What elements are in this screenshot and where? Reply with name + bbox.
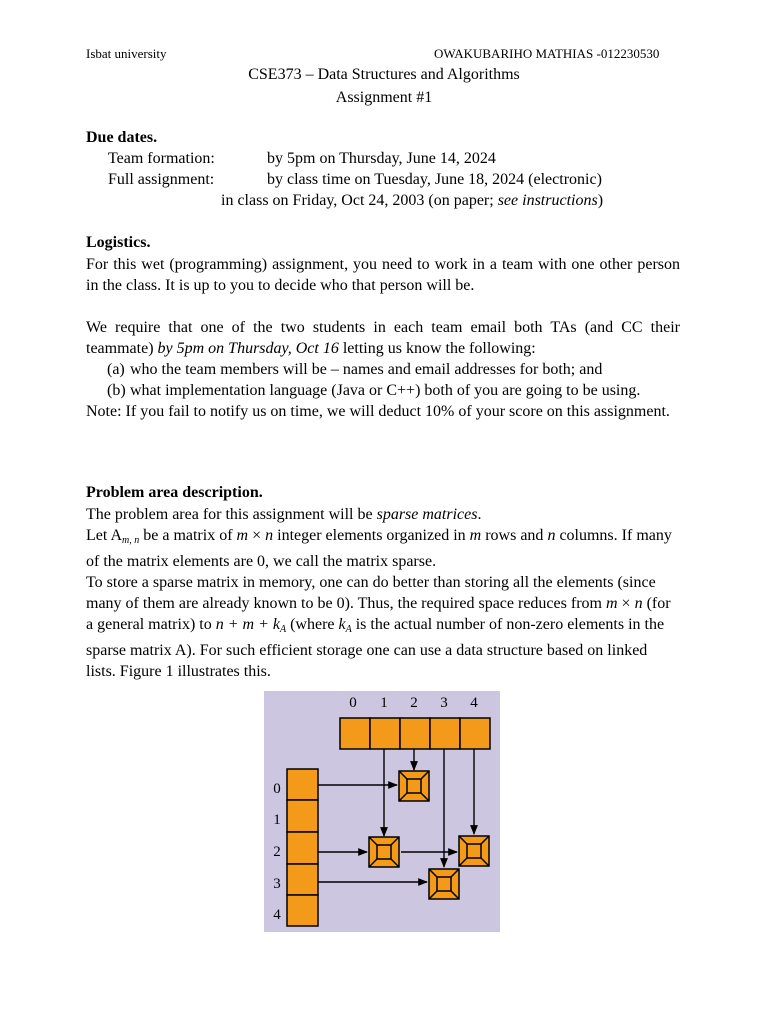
l3-formula: n + m + k xyxy=(215,616,280,633)
l2-m2: m xyxy=(469,527,482,544)
logistics-heading: Logistics. xyxy=(86,234,151,251)
l3-times: × xyxy=(617,595,635,612)
paper-after: ) xyxy=(597,192,604,209)
item-b-text: what implementation language (Java or C++) both of you are going to be using. xyxy=(130,382,641,399)
assignment-title: Assignment #1 xyxy=(335,89,433,106)
paper-before: in class on Friday, Oct 24, 2003 (on paper; xyxy=(221,192,498,209)
item-a-text: who the team members will be – names and email addresses for both; and xyxy=(130,361,603,378)
problem-line-3 xyxy=(86,572,680,682)
see-instructions: see instructions xyxy=(497,192,598,209)
problem-heading: Problem area description. xyxy=(86,484,263,501)
full-assignment-label: Full assignment: xyxy=(108,171,215,188)
row-label-4: 4 xyxy=(273,907,281,923)
l2-a: Let A xyxy=(86,527,122,544)
col-label-3: 3 xyxy=(440,695,448,711)
l2-n: n xyxy=(265,527,274,544)
col-cell-3 xyxy=(430,718,460,749)
l3-k: k xyxy=(338,616,346,633)
l2-e: columns. If many of the matrix elements are 0, we call the matrix sparse. xyxy=(86,527,672,570)
col-label-1: 1 xyxy=(380,695,388,711)
team-formation-label: Team formation: xyxy=(108,150,215,167)
logistics-paragraph-1: For this wet (programming) assignment, you need to work in a team with one other person in the class. It is up to you to decide who that person will be. xyxy=(86,256,680,294)
l3-formula-sub: A xyxy=(279,624,287,635)
row-cell-4 xyxy=(287,895,318,926)
logistics-paragraph-2 xyxy=(86,317,680,422)
matrix-node xyxy=(459,836,489,866)
list-item-a xyxy=(86,359,680,380)
l3-k-sub: A xyxy=(345,624,352,635)
l2-d: rows and xyxy=(481,527,548,544)
course-title: CSE373 – Data Structures and Algorithms xyxy=(248,66,520,83)
row-cell-2 xyxy=(287,832,318,864)
sparse-matrix-figure xyxy=(264,691,500,932)
problem-paragraph xyxy=(86,504,680,682)
col-label-4: 4 xyxy=(470,695,478,711)
p2-before: We require that one of the two students in each team email both TAs (and CC their teammate) xyxy=(86,319,680,357)
sparse-matrices-term: sparse matrices xyxy=(376,506,478,523)
l3-b: (for a general matrix) to xyxy=(86,595,671,633)
l2-times: × xyxy=(248,527,266,544)
matrix-node xyxy=(429,869,459,899)
note: Note: If you fail to notify us on time, we will deduct 10% of your score on this assignment. xyxy=(86,403,670,420)
l3-c: (where xyxy=(286,616,339,633)
row-header-array xyxy=(287,769,318,926)
problem-line-2 xyxy=(86,525,680,572)
l3-m: m xyxy=(605,595,618,612)
l3-n: n xyxy=(634,595,643,612)
header-author: OWAKUBARIHO MATHIAS -012230530 xyxy=(434,46,660,61)
row-cell-0 xyxy=(287,769,318,800)
col-cell-2 xyxy=(400,718,430,749)
row-label-1: 1 xyxy=(273,812,281,828)
l2-m: m xyxy=(236,527,249,544)
l3-d: is the actual number of non-zero elements in the sparse matrix A). For such efficient storage one can use a data structure based on linked lists. Figure 1 illustrates this. xyxy=(86,616,665,680)
l1-before: The problem area for this assignment will be xyxy=(86,506,377,523)
row-cell-3 xyxy=(287,864,318,895)
col-cell-1 xyxy=(370,718,400,749)
paper-submission xyxy=(221,192,603,210)
matrix-node xyxy=(369,837,399,867)
due-dates-heading: Due dates. xyxy=(86,129,158,146)
col-label-2: 2 xyxy=(410,695,418,711)
header-university: Isbat university xyxy=(86,46,167,61)
p2-after: letting us know the following: xyxy=(338,340,536,357)
row-label-0: 0 xyxy=(273,781,281,797)
full-assignment-value: by class time on Tuesday, June 18, 2024 (electronic) xyxy=(267,171,602,188)
l2-n2: n xyxy=(547,527,556,544)
l2-sub: m, n xyxy=(122,535,140,546)
row-label-2: 2 xyxy=(273,844,281,860)
row-cell-1 xyxy=(287,800,318,832)
matrix-node xyxy=(399,771,429,801)
l2-b: be a matrix of xyxy=(139,527,237,544)
item-b-label: (b) xyxy=(107,382,126,399)
l3: To store a sparse matrix in memory, one can do better than storing all the elements (since many of them are already known to be 0). Thus, the required space reduces from xyxy=(86,574,656,612)
col-label-0: 0 xyxy=(349,695,357,711)
problem-line-1 xyxy=(86,504,680,525)
column-header-array xyxy=(340,718,490,749)
col-cell-4 xyxy=(460,718,490,749)
item-a-label: (a) xyxy=(107,361,125,378)
list-item-b xyxy=(86,380,680,401)
row-label-3: 3 xyxy=(273,876,281,892)
l2-c: integer elements organized in xyxy=(273,527,470,544)
team-formation-value: by 5pm on Thursday, June 14, 2024 xyxy=(267,150,496,167)
col-cell-0 xyxy=(340,718,370,749)
p2-deadline: by 5pm on Thursday, Oct 16 xyxy=(157,340,339,357)
l1-after: . xyxy=(477,506,482,523)
